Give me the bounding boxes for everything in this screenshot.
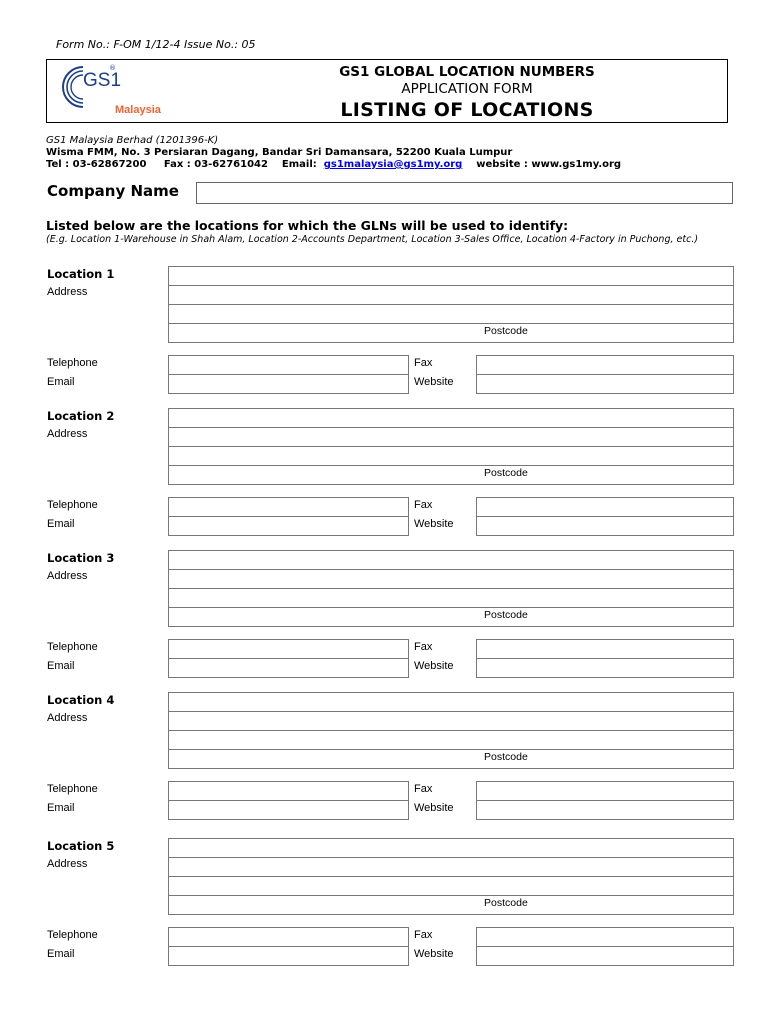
registered-mark: ® (109, 64, 116, 72)
address-field[interactable] (168, 711, 734, 731)
address-field[interactable] (168, 857, 734, 877)
org-name: GS1 Malaysia Berhad (1201396-K) (46, 135, 219, 146)
org-fax: Fax : 03-62761042 (163, 159, 268, 170)
telephone-field[interactable] (168, 355, 409, 375)
header-titles (232, 64, 702, 122)
address-field[interactable] (168, 408, 734, 428)
postcode-label: Postcode (484, 609, 528, 621)
address-field[interactable] (168, 895, 734, 915)
title-line-2: APPLICATION FORM (401, 81, 533, 97)
address-field[interactable] (168, 304, 734, 324)
website-field[interactable] (476, 516, 734, 536)
address-field[interactable] (168, 266, 734, 286)
address-field[interactable] (168, 730, 734, 750)
gs1-logo (47, 60, 172, 122)
website-field[interactable] (476, 800, 734, 820)
location-title: Location 3 (47, 551, 115, 565)
title-line-1: GS1 GLOBAL LOCATION NUMBERS (339, 64, 595, 80)
fax-label: Fax (414, 783, 433, 795)
address-label: Address (47, 858, 88, 870)
address-field[interactable] (168, 446, 734, 466)
header-box (46, 59, 728, 123)
telephone-label: Telephone (47, 357, 98, 369)
address-field[interactable] (168, 465, 734, 485)
website-field[interactable] (476, 658, 734, 678)
email-label: Email (47, 948, 75, 960)
example-note: (E.g. Location 1-Warehouse in Shah Alam, Location 2-Accounts Department, Location 3-Sales Office, Location 4-Factory in Puchong, etc.) (46, 234, 699, 245)
telephone-label: Telephone (47, 929, 98, 941)
page-title: LISTING OF LOCATIONS (340, 99, 594, 121)
logo-text: GS1 (83, 70, 122, 91)
fax-field[interactable] (476, 497, 734, 517)
email-field[interactable] (168, 946, 409, 966)
org-email-label: Email: (281, 159, 317, 170)
telephone-label: Telephone (47, 783, 98, 795)
organization-info (46, 135, 621, 171)
telephone-label: Telephone (47, 499, 98, 511)
address-field[interactable] (168, 588, 734, 608)
telephone-field[interactable] (168, 781, 409, 801)
website-field[interactable] (476, 374, 734, 394)
logo-subtitle: Malaysia (115, 104, 161, 116)
address-field[interactable] (168, 285, 734, 305)
address-field[interactable] (168, 838, 734, 858)
location-title: Location 5 (47, 839, 115, 853)
postcode-label: Postcode (484, 751, 528, 763)
email-label: Email (47, 376, 75, 388)
fax-label: Fax (414, 929, 433, 941)
address-field[interactable] (168, 876, 734, 896)
email-label: Email (47, 660, 75, 672)
address-field[interactable] (168, 427, 734, 447)
website-label: Website (414, 518, 454, 530)
form-number: Form No.: F-OM 1/12-4 Issue No.: 05 (56, 38, 256, 51)
org-contact (46, 159, 621, 171)
address-field[interactable] (168, 749, 734, 769)
website-label: Website (414, 660, 454, 672)
address-field[interactable] (168, 550, 734, 570)
location-title: Location 1 (47, 267, 115, 281)
email-field[interactable] (168, 374, 409, 394)
org-address: Wisma FMM, No. 3 Persiaran Dagang, Bandar Sri Damansara, 52200 Kuala Lumpur (46, 147, 513, 158)
email-field[interactable] (168, 658, 409, 678)
email-label: Email (47, 518, 75, 530)
fax-label: Fax (414, 641, 433, 653)
org-website: website : www.gs1my.org (476, 159, 622, 170)
address-field[interactable] (168, 323, 734, 343)
postcode-label: Postcode (484, 467, 528, 479)
fax-field[interactable] (476, 927, 734, 947)
location-title: Location 2 (47, 409, 115, 423)
address-label: Address (47, 286, 88, 298)
org-email-link[interactable]: gs1malaysia@gs1my.org (323, 159, 463, 170)
website-label: Website (414, 376, 454, 388)
postcode-label: Postcode (484, 325, 528, 337)
address-label: Address (47, 428, 88, 440)
address-label: Address (47, 712, 88, 724)
email-field[interactable] (168, 516, 409, 536)
telephone-label: Telephone (47, 641, 98, 653)
fax-field[interactable] (476, 639, 734, 659)
company-name-field[interactable] (196, 182, 733, 204)
org-tel: Tel : 03-62867200 (46, 159, 147, 170)
fax-label: Fax (414, 499, 433, 511)
postcode-label: Postcode (484, 897, 528, 909)
telephone-field[interactable] (168, 639, 409, 659)
fax-field[interactable] (476, 355, 734, 375)
address-field[interactable] (168, 569, 734, 589)
email-field[interactable] (168, 800, 409, 820)
telephone-field[interactable] (168, 497, 409, 517)
address-label: Address (47, 570, 88, 582)
website-field[interactable] (476, 946, 734, 966)
website-label: Website (414, 948, 454, 960)
address-field[interactable] (168, 692, 734, 712)
address-field[interactable] (168, 607, 734, 627)
website-label: Website (414, 802, 454, 814)
telephone-field[interactable] (168, 927, 409, 947)
email-label: Email (47, 802, 75, 814)
fax-label: Fax (414, 357, 433, 369)
company-name-label: Company Name (47, 182, 179, 200)
location-title: Location 4 (47, 693, 115, 707)
listed-heading: Listed below are the locations for which the GLNs will be used to identify: (46, 218, 569, 233)
fax-field[interactable] (476, 781, 734, 801)
